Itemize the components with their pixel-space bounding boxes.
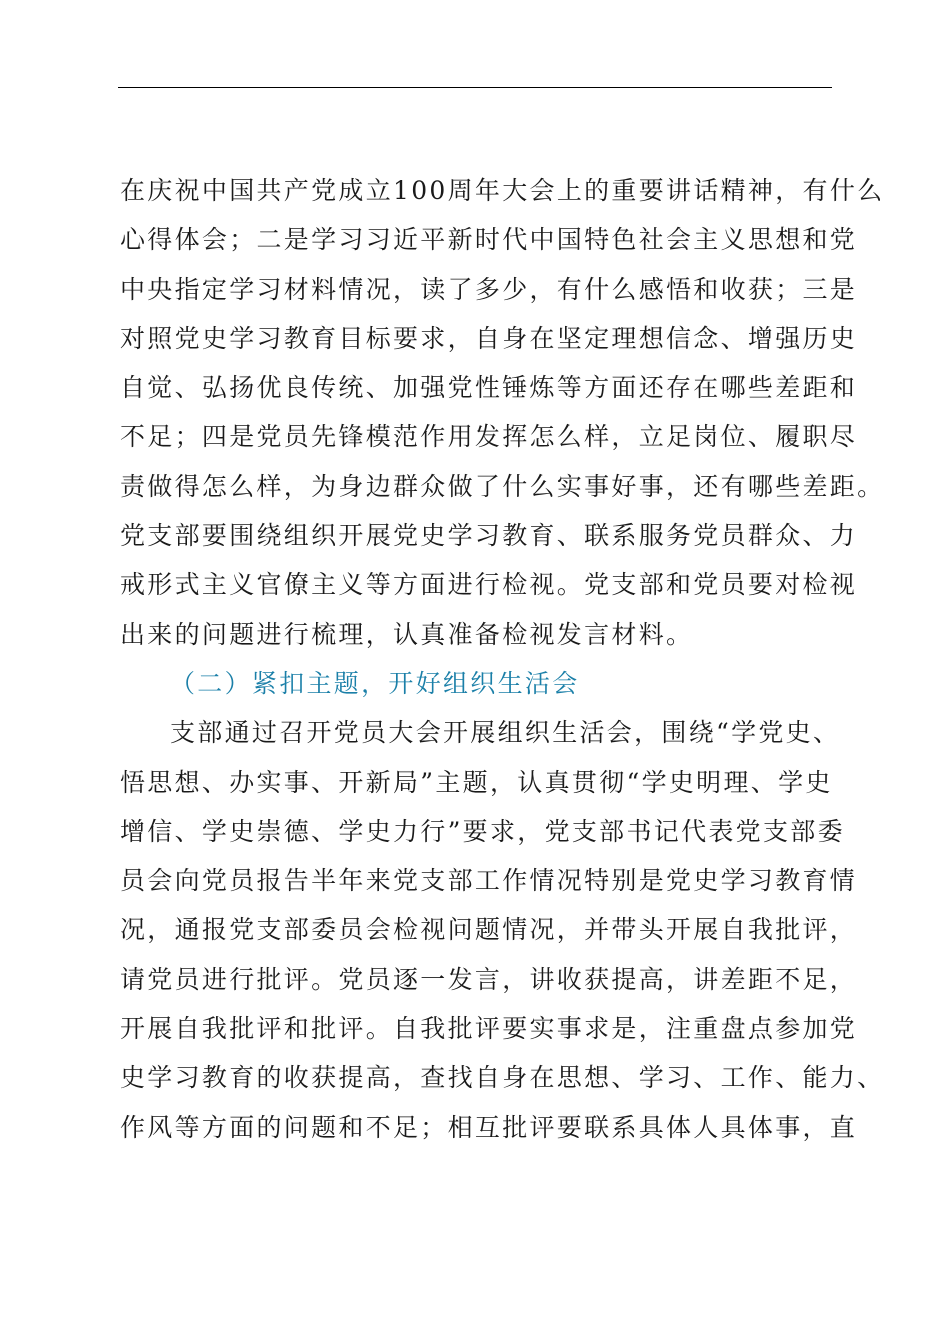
text-line: 中央指定学习材料情况，读了多少，有什么感悟和收获；三是: [120, 274, 858, 304]
document-body: [120, 166, 885, 1152]
text-line: 不足；四是党员先锋模范作用发挥怎么样，立足岗位、履职尽: [120, 422, 858, 452]
text-line: 出来的问题进行梳理，认真准备检视发言材料。: [120, 619, 694, 649]
text-line: 况，通报党支部委员会检视问题情况，并带头开展自我批评，: [120, 915, 858, 945]
section-heading: （二）紧扣主题，开好组织生活会: [170, 668, 580, 698]
text-line: 戒形式主义官僚主义等方面进行检视。党支部和党员要对检视: [120, 570, 858, 600]
text-line: 支部通过召开党员大会开展组织生活会，围绕“学党史、: [170, 718, 841, 748]
text-line: 员会向党员报告半年来党支部工作情况特别是党史学习教育情: [120, 866, 858, 896]
text-line: 悟思想、办实事、开新局”主题，认真贯彻“学史明理、学史: [120, 767, 833, 797]
text-line: 责做得怎么样，为身边群众做了什么实事好事，还有哪些差距。: [120, 471, 885, 501]
text-line: 开展自我批评和批评。自我批评要实事求是，注重盘点参加党: [120, 1014, 858, 1044]
text-line: 请党员进行批评。党员逐一发言，讲收获提高，讲差距不足，: [120, 964, 858, 994]
text-line: 史学习教育的收获提高，查找自身在思想、学习、工作、能力、: [120, 1063, 885, 1093]
text-line: 增信、学史崇德、学史力行”要求，党支部书记代表党支部委: [120, 816, 845, 846]
text-line: 在庆祝中国共产党成立100周年大会上的重要讲话精神，有什么: [120, 176, 885, 205]
text-line: 作风等方面的问题和不足；相互批评要联系具体人具体事，直: [120, 1112, 858, 1142]
text-line: 自觉、弘扬优良传统、加强党性锤炼等方面还存在哪些差距和: [120, 373, 858, 403]
header-rule: [118, 87, 832, 88]
text-line: 心得体会；二是学习习近平新时代中国特色社会主义思想和党: [120, 225, 858, 255]
text-line: 对照党史学习教育目标要求，自身在坚定理想信念、增强历史: [120, 323, 858, 353]
text-line: 党支部要围绕组织开展党史学习教育、联系服务党员群众、力: [120, 521, 858, 551]
